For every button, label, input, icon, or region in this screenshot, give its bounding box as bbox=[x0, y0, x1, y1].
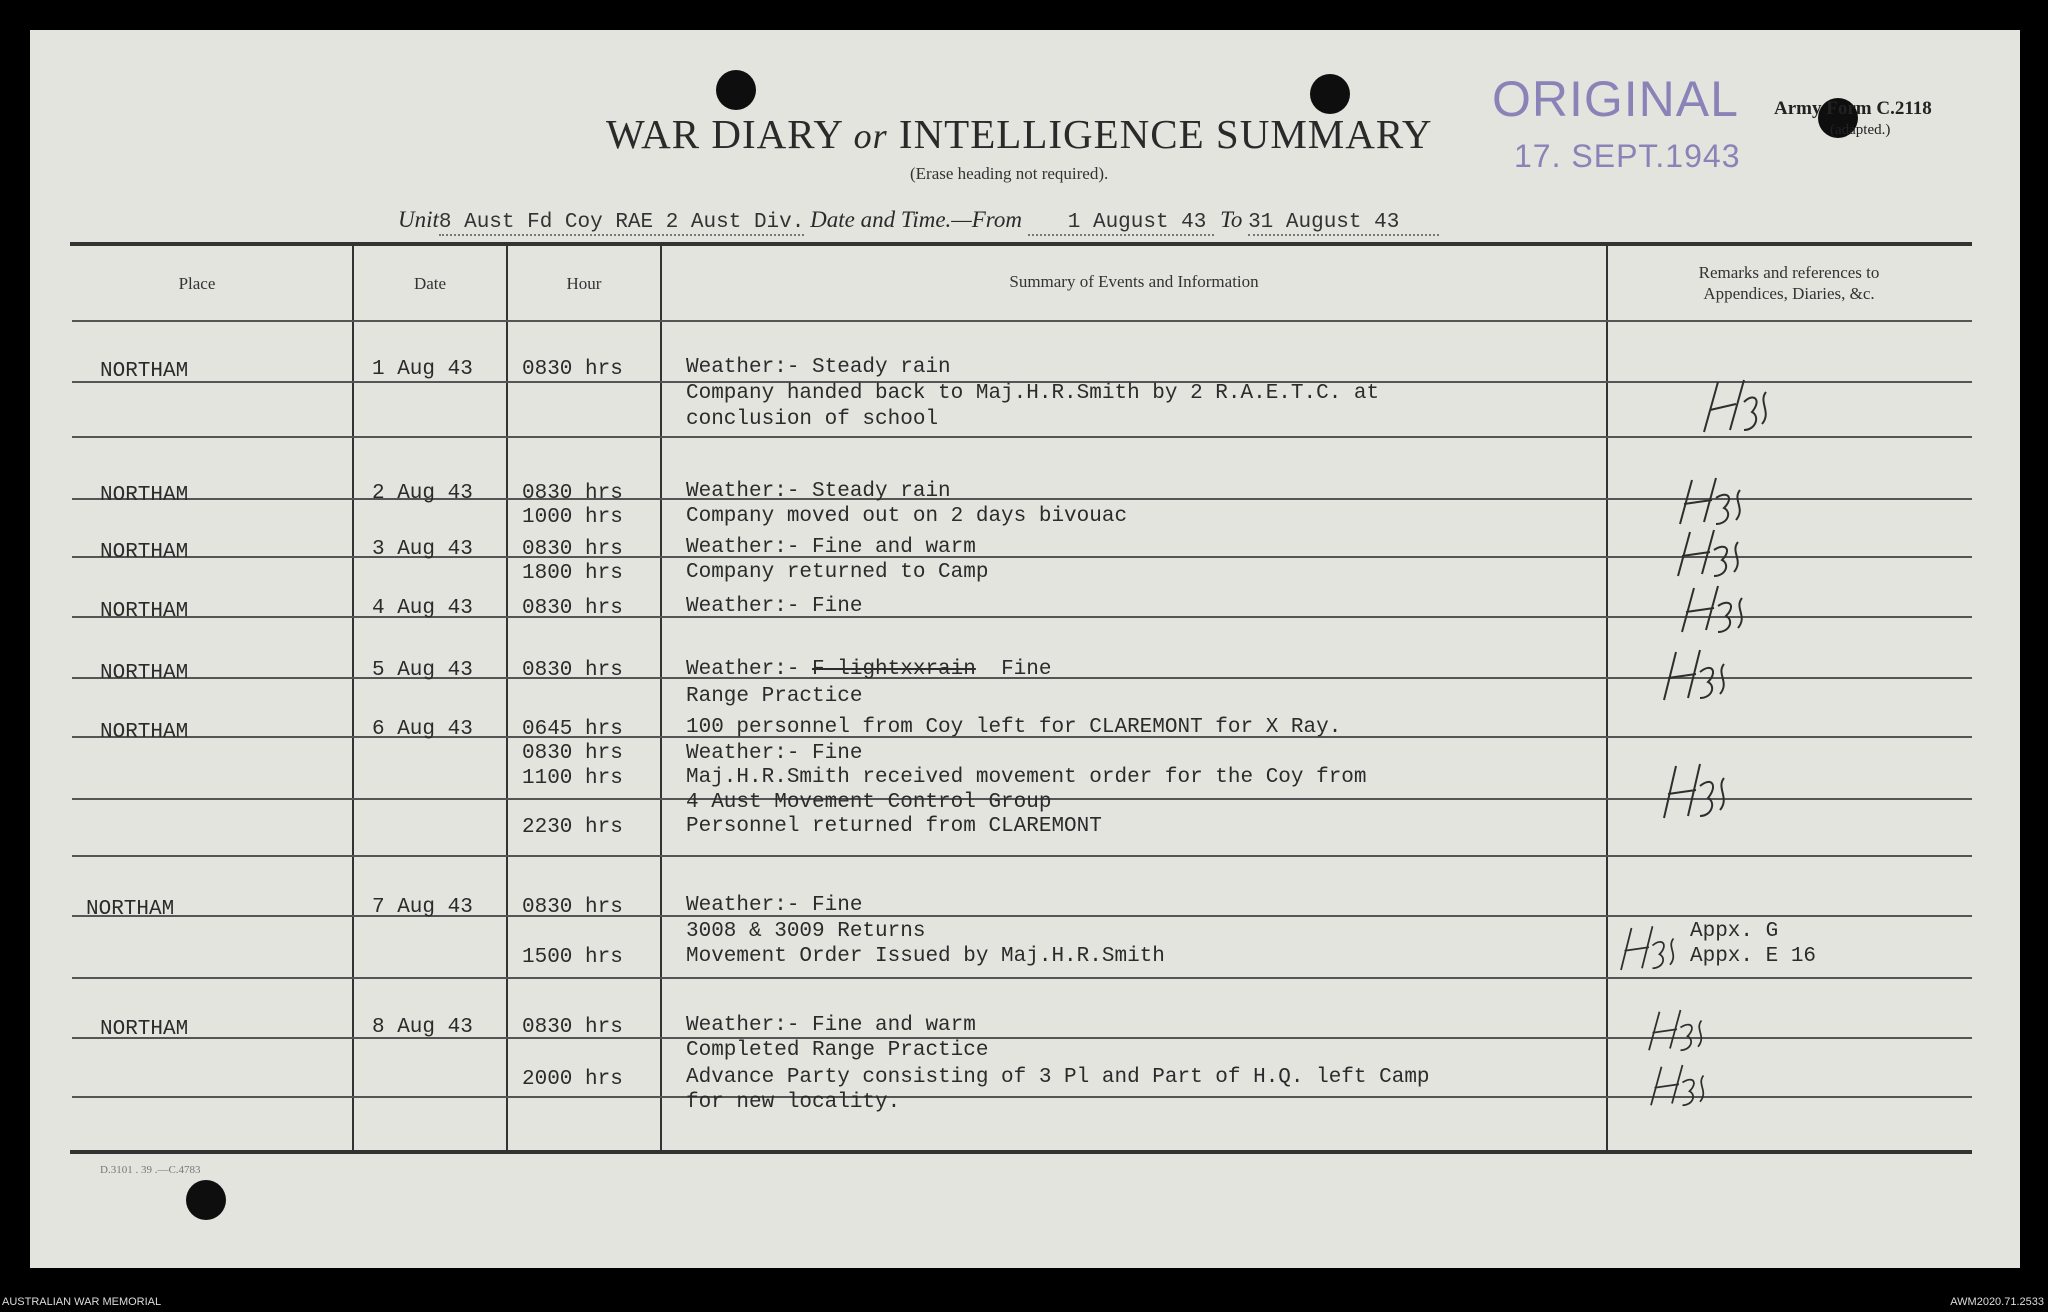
row-hour: 0830 hrs bbox=[522, 358, 623, 381]
form-reference-note: (adapted.) bbox=[1830, 122, 1891, 138]
handwritten-initials bbox=[1656, 644, 1736, 708]
row-date: 5 Aug 43 bbox=[372, 659, 473, 682]
row-event: 4 Aust Movement Control Group bbox=[686, 791, 1052, 814]
row-place: NORTHAM bbox=[100, 721, 189, 744]
handwritten-initials bbox=[1674, 580, 1754, 640]
unit-value: 8 Aust Fd Coy RAE 2 Aust Div. bbox=[438, 211, 805, 234]
row-rule bbox=[72, 915, 1972, 917]
row-event: conclusion of school bbox=[686, 408, 939, 431]
row-event: 100 personnel from Coy left for CLAREMONT for X Ray. bbox=[686, 716, 1342, 739]
row-hour: 1500 hrs bbox=[522, 946, 623, 969]
row-event: Weather:- Fine bbox=[686, 595, 863, 618]
row-rule bbox=[72, 855, 1972, 857]
row-event: Movement Order Issued by Maj.H.R.Smith bbox=[686, 945, 1165, 968]
handwritten-initials bbox=[1672, 472, 1752, 532]
row-place: NORTHAM bbox=[100, 541, 189, 564]
row-event: 3008 & 3009 Returns bbox=[686, 920, 926, 943]
row-hour: 0645 hrs bbox=[522, 718, 623, 741]
row-place: NORTHAM bbox=[86, 898, 175, 921]
row-event: Weather:- Fine bbox=[686, 742, 863, 765]
print-reference: D.3101 . 39 .—C.4783 bbox=[100, 1164, 201, 1176]
row-event: Personnel returned from CLAREMONT bbox=[686, 815, 1102, 838]
to-value: 31 August 43 bbox=[1248, 211, 1439, 236]
punch-hole-1 bbox=[716, 70, 756, 110]
row-hour: 0830 hrs bbox=[522, 742, 623, 765]
handwritten-initials bbox=[1696, 372, 1776, 442]
col-header-hour: Hour bbox=[566, 274, 602, 293]
row-event: Advance Party consisting of 3 Pl and Part of H.Q. left Camp bbox=[686, 1066, 1430, 1089]
row-hour: 0830 hrs bbox=[522, 538, 623, 561]
header-underline bbox=[72, 320, 1972, 322]
row-remark: Appx. E 16 bbox=[1690, 945, 1817, 968]
row-event: Company moved out on 2 days bivouac bbox=[686, 505, 1128, 528]
handwritten-initials bbox=[1656, 756, 1736, 826]
row-hour: 2230 hrs bbox=[522, 816, 623, 839]
row-place: NORTHAM bbox=[100, 1018, 189, 1041]
handwritten-initials bbox=[1670, 524, 1750, 584]
row-remark: Appx. G bbox=[1690, 920, 1779, 943]
row-hour: 2000 hrs bbox=[522, 1068, 623, 1091]
from-value: 1 August 43 bbox=[1028, 211, 1215, 236]
col-header-summary: Summary of Events and Information bbox=[1009, 272, 1259, 291]
row-place: NORTHAM bbox=[100, 600, 189, 623]
unit-line: Unit8 Aust Fd Coy RAE 2 Aust Div. Date and Time.—From 1 August 43 To 31 August 43 bbox=[398, 207, 1439, 236]
table-top-rule bbox=[70, 242, 1972, 246]
footer-left: AUSTRALIAN WAR MEMORIAL bbox=[2, 1296, 162, 1308]
row-event: for new locality. bbox=[686, 1091, 901, 1114]
row-hour: 0830 hrs bbox=[522, 896, 623, 919]
row-hour: 0830 hrs bbox=[522, 1016, 623, 1039]
row-date: 1 Aug 43 bbox=[372, 358, 473, 381]
row-date: 4 Aug 43 bbox=[372, 597, 473, 620]
page-title: WAR DIARY or INTELLIGENCE SUMMARY bbox=[606, 111, 1433, 157]
row-rule bbox=[72, 436, 1972, 438]
table-bottom-rule bbox=[70, 1150, 1972, 1154]
col-header-remarks: Remarks and references to Appendices, Diaries, &c. bbox=[1698, 263, 1880, 303]
row-place: NORTHAM bbox=[100, 662, 189, 685]
row-event: Weather:- Fine and warm bbox=[686, 536, 976, 559]
punch-hole-2 bbox=[1310, 74, 1350, 114]
row-place: NORTHAM bbox=[100, 484, 189, 507]
row-event: Company returned to Camp bbox=[686, 561, 989, 584]
row-event: Range Practice bbox=[686, 685, 863, 708]
row-date: 7 Aug 43 bbox=[372, 896, 473, 919]
row-date: 2 Aug 43 bbox=[372, 482, 473, 505]
handwritten-initials bbox=[1644, 1058, 1714, 1114]
row-event: Weather:- Steady rain bbox=[686, 480, 951, 503]
row-hour: 1800 hrs bbox=[522, 562, 623, 585]
row-hour: 0830 hrs bbox=[522, 659, 623, 682]
col-header-date: Date bbox=[413, 274, 447, 293]
col-header-place: Place bbox=[178, 274, 216, 293]
row-event: Weather:- Fine bbox=[686, 894, 863, 917]
struck-text: F lightxxrain bbox=[812, 658, 976, 681]
footer-right: AWM2020.71.2533 bbox=[1950, 1296, 2044, 1308]
row-rule bbox=[72, 977, 1972, 979]
row-event: Weather:- Steady rain bbox=[686, 356, 951, 379]
stamp-date: 17. SEPT.1943 bbox=[1514, 138, 1741, 174]
punch-hole-4 bbox=[186, 1180, 226, 1220]
row-hour: 0830 hrs bbox=[522, 597, 623, 620]
row-event: Completed Range Practice bbox=[686, 1039, 989, 1062]
row-hour: 1100 hrs bbox=[522, 767, 623, 790]
row-hour: 1000 hrs bbox=[522, 506, 623, 529]
row-date: 3 Aug 43 bbox=[372, 538, 473, 561]
row-date: 6 Aug 43 bbox=[372, 718, 473, 741]
handwritten-initials bbox=[1614, 920, 1684, 978]
row-event: Weather:- Fine and warm bbox=[686, 1014, 976, 1037]
row-place: NORTHAM bbox=[100, 360, 189, 383]
row-event: Company handed back to Maj.H.R.Smith by 2 R.A.E.T.C. at bbox=[686, 382, 1380, 405]
form-reference: Army Form C.2118 bbox=[1774, 98, 1932, 119]
handwritten-initials bbox=[1642, 1004, 1712, 1058]
row-event: Maj.H.R.Smith received movement order for the Coy from bbox=[686, 766, 1367, 789]
row-event: Weather:- F lightxxrain Fine bbox=[686, 658, 1052, 681]
row-date: 8 Aug 43 bbox=[372, 1016, 473, 1039]
page-subtitle: (Erase heading not required). bbox=[910, 164, 1109, 183]
original-stamp: ORIGINAL bbox=[1492, 71, 1739, 127]
row-hour: 0830 hrs bbox=[522, 482, 623, 505]
